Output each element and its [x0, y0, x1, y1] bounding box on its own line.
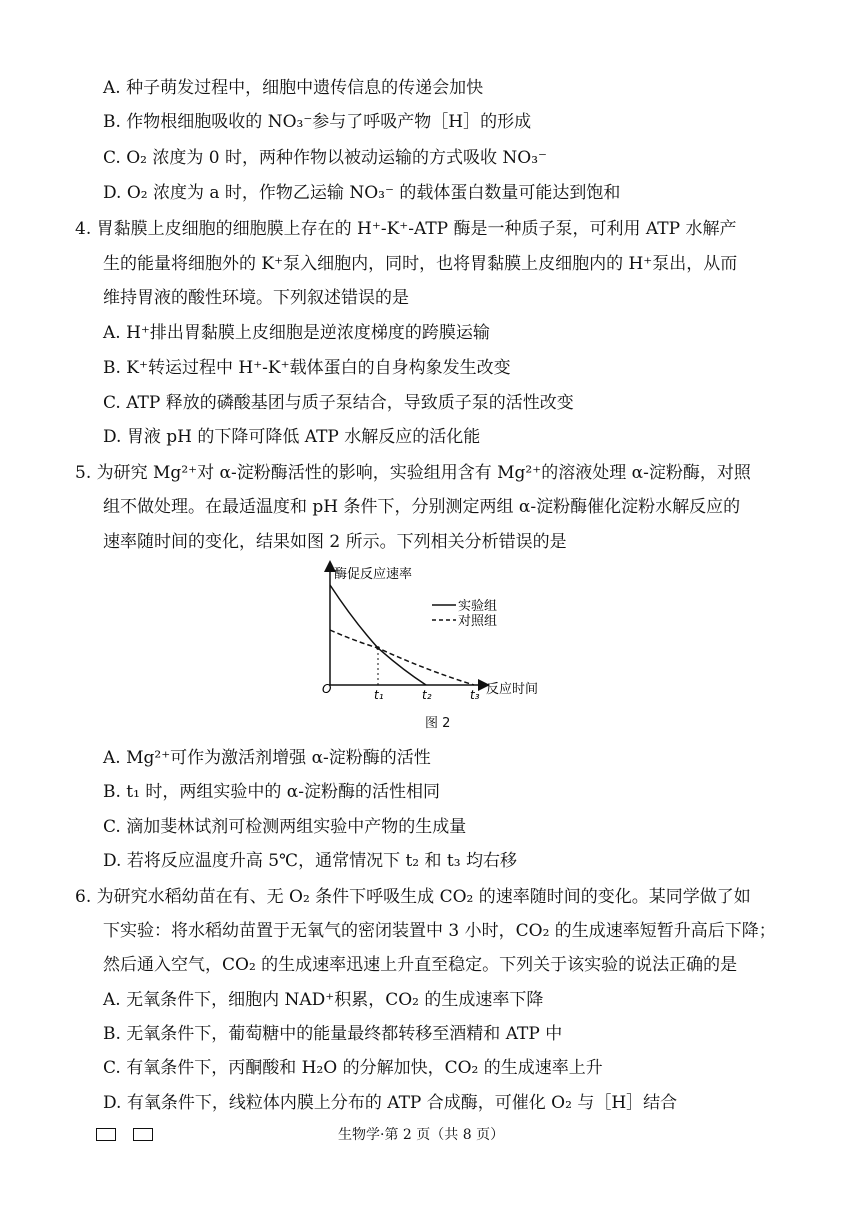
q6-option-a: A. 无氧条件下，细胞内 NAD⁺积累，CO₂ 的生成速率下降	[103, 990, 544, 1010]
x-tick-label-1: t₁	[374, 688, 384, 702]
x-tick-label-3: t₃	[470, 688, 480, 702]
x-axis-label: 反应时间	[486, 682, 539, 697]
footer-box-icon	[96, 1128, 116, 1141]
q5-stem-line-1: 5. 为研究 Mg²⁺对 α-淀粉酶活性的影响，实验组用含有 Mg²⁺的溶液处理 α-淀粉酶，对照	[75, 463, 751, 483]
tick-marks	[374, 646, 480, 702]
q5-stem-line-3: 速率随时间的变化，结果如图 2 所示。下列相关分析错误的是	[103, 532, 567, 552]
q6-stem-line-2: 下实验：将水稻幼苗置于无氧气的密闭装置中 3 小时，CO₂ 的生成速率短暂升高后下降；	[103, 921, 776, 941]
q3-option-c: C. O₂ 浓度为 0 时，两种作物以被动运输的方式吸收 NO₃⁻	[103, 148, 547, 168]
q3-option-d: D. O₂ 浓度为 a 时，作物乙运输 NO₃⁻ 的载体蛋白数量可能达到饱和	[103, 183, 621, 203]
x-tick-label-2: t₂	[422, 688, 432, 702]
q4-option-a: A. H⁺排出胃黏膜上皮细胞是逆浓度梯度的跨膜运输	[103, 323, 490, 343]
origin-label: O	[322, 682, 332, 696]
figure-caption: 图 2	[425, 716, 451, 731]
q6-option-d: D. 有氧条件下，线粒体内膜上分布的 ATP 合成酶，可催化 O₂ 与［H］结合	[103, 1093, 678, 1113]
q6-stem-line-1: 6. 为研究水稻幼苗在有、无 O₂ 条件下呼吸生成 CO₂ 的速率随时间的变化。某同学做了如	[75, 887, 751, 907]
legend-item-experimental: 实验组	[458, 599, 498, 614]
y-axis-label: 酶促反应速率	[334, 567, 413, 582]
intersection-point	[376, 646, 380, 650]
q3-option-a: A. 种子萌发过程中，细胞中遗传信息的传递会加快	[103, 78, 484, 98]
q5-option-b: B. t₁ 时，两组实验中的 α-淀粉酶的活性相同	[103, 782, 440, 802]
q5-option-c: C. 滴加斐林试剂可检测两组实验中产物的生成量	[103, 817, 467, 837]
legend	[432, 599, 497, 629]
q5-option-a: A. Mg²⁺可作为激活剂增强 α-淀粉酶的活性	[103, 748, 431, 768]
q3-option-b: B. 作物根细胞吸收的 NO₃⁻参与了呼吸产物［H］的形成	[103, 112, 532, 132]
q4-option-c: C. ATP 释放的磷酸基团与质子泵结合，导致质子泵的活性改变	[103, 393, 574, 413]
series-line-control	[330, 630, 474, 685]
q5-option-d: D. 若将反应温度升高 5℃，通常情况下 t₂ 和 t₃ 均右移	[103, 851, 517, 871]
q4-stem-line-1: 4. 胃黏膜上皮细胞的细胞膜上存在的 H⁺-K⁺-ATP 酶是一种质子泵，可利用 ATP 水解产	[75, 219, 737, 239]
q6-option-c: C. 有氧条件下，丙酮酸和 H₂O 的分解加快，CO₂ 的生成速率上升	[103, 1058, 603, 1078]
q4-stem-line-2: 生的能量将细胞外的 K⁺泵入细胞内，同时，也将胃黏膜上皮细胞内的 H⁺泵出，从而	[103, 254, 738, 274]
series-marks	[330, 585, 474, 685]
q4-option-b: B. K⁺转运过程中 H⁺-K⁺载体蛋白的自身构象发生改变	[103, 358, 511, 378]
q6-stem-line-3: 然后通入空气，CO₂ 的生成速率迅速上升直至稳定。下列关于该实验的说法正确的是	[103, 955, 738, 975]
footer-page-number: 生物学·第 2 页（共 8 页）	[338, 1127, 505, 1143]
footer-box-icon	[133, 1128, 153, 1141]
q5-stem-line-2: 组不做处理。在最适温度和 pH 条件下，分别测定两组 α-淀粉酶催化淀粉水解反应的	[103, 497, 741, 517]
q4-option-d: D. 胃液 pH 的下降可降低 ATP 水解反应的活化能	[103, 427, 481, 447]
q6-option-b: B. 无氧条件下，葡萄糖中的能量最终都转移至酒精和 ATP 中	[103, 1024, 563, 1044]
q4-stem-line-3: 维持胃液的酸性环境。下列叙述错误的是	[103, 288, 409, 308]
legend-item-control: 对照组	[458, 614, 498, 629]
